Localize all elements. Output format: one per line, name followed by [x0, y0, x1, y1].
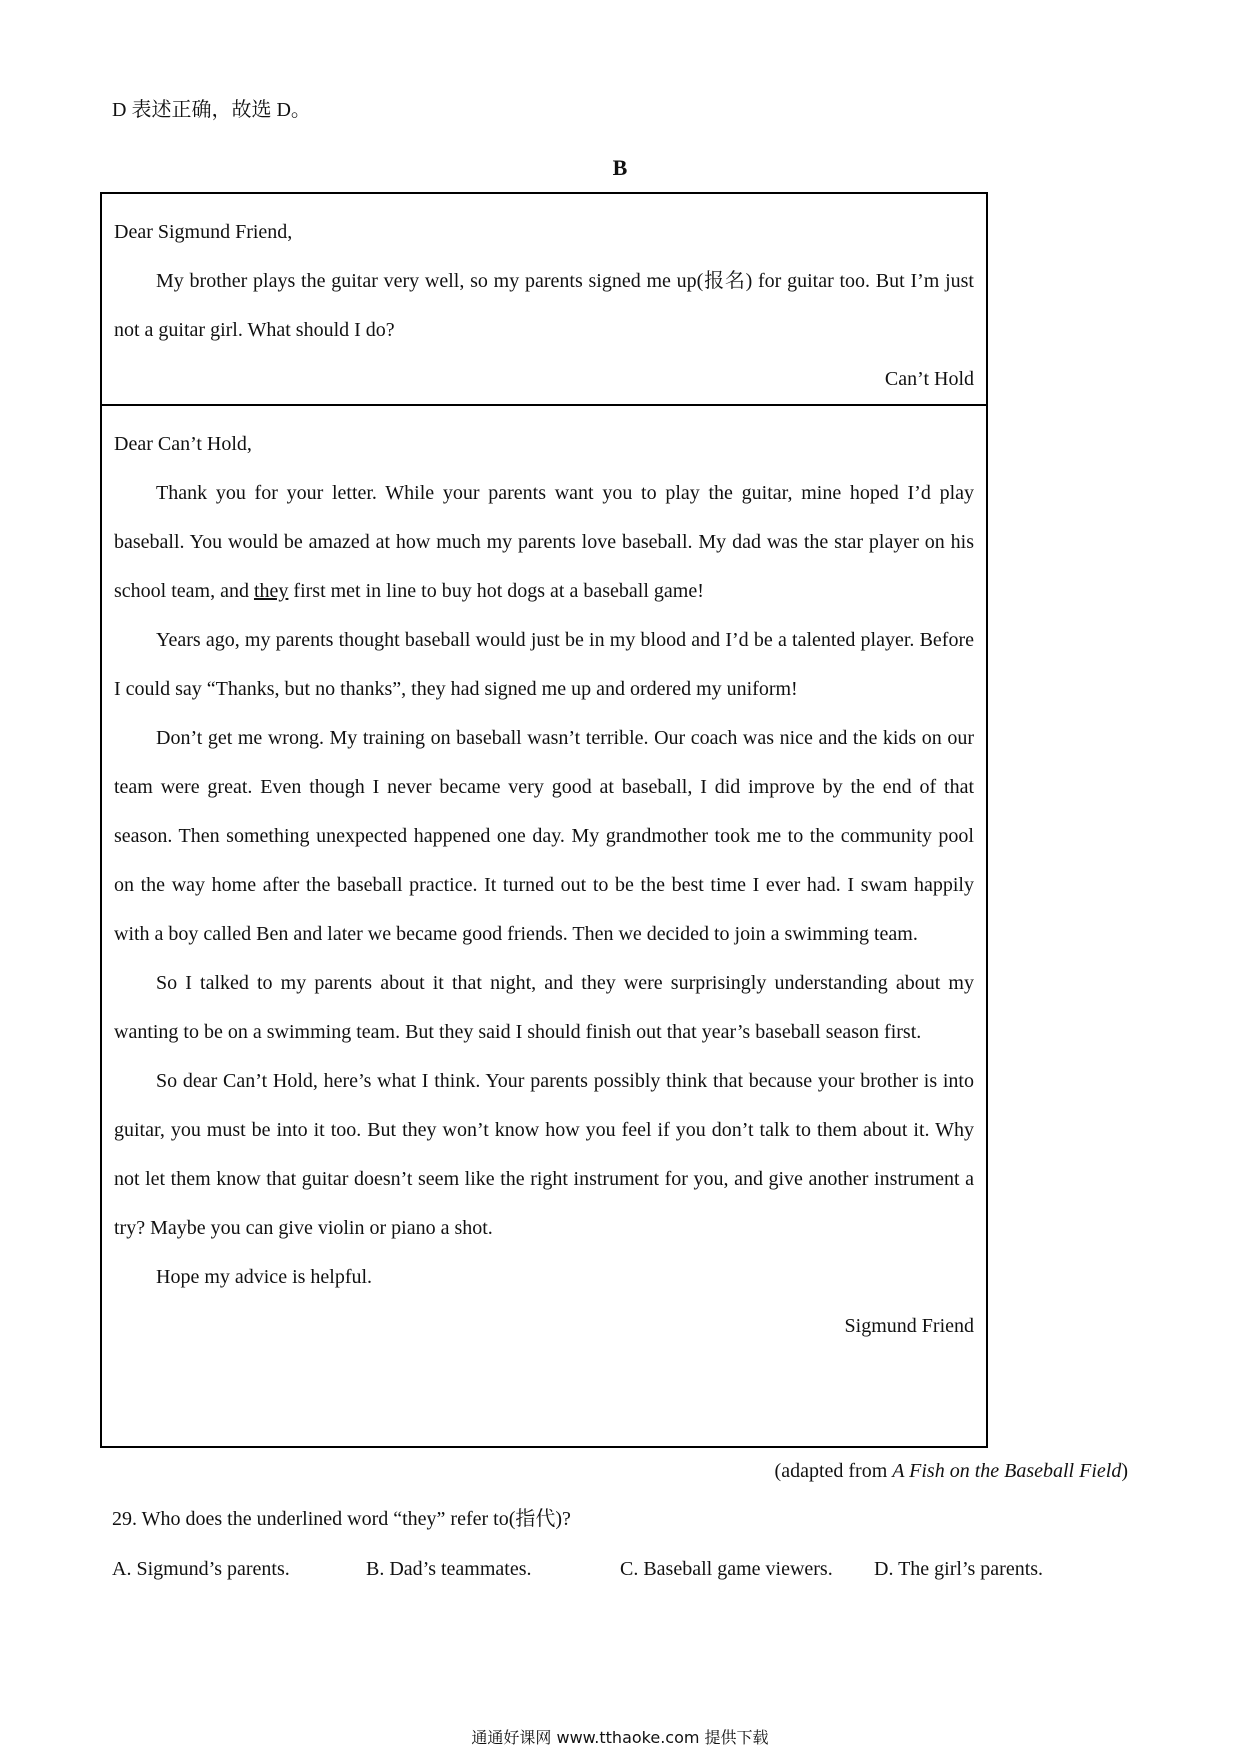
letter-box-reply — [100, 404, 988, 1448]
letter2-paragraph-3: Don’t get me wrong. My training on baseball wasn’t terrible. Our coach was nice and the kids on our team were great. Even though I never became very good at baseball, I did improve by the end of that season. Then something unexpected happened one day. My grandmother took me to the community pool on the way home after the baseball practice. It turned out to be the best time I ever had. I swam happily with a boy called Ben and later we became good friends. Then we decided to join a swimming team. — [114, 727, 974, 945]
intro-text: D 表述正确，故选 D。 — [112, 99, 311, 121]
letter2-paragraph-1 — [114, 469, 974, 616]
footer-watermark: 通通好课网 www.tthaoke.com 提供下载 — [471, 1728, 769, 1747]
p1-after: first met in line to buy hot dogs at a baseball game! — [288, 580, 704, 602]
letter2-signature: Sigmund Friend — [844, 1315, 974, 1337]
source-title: A Fish on the Baseball Field — [892, 1460, 1122, 1482]
option-d[interactable]: D. The girl’s parents. — [874, 1558, 1044, 1580]
underlined-word-they: they — [253, 580, 289, 602]
section-label: B — [612, 155, 628, 180]
option-a[interactable]: A. Sigmund’s parents. — [112, 1558, 290, 1580]
letter-box-question — [100, 192, 988, 406]
letter2-paragraph-4: So I talked to my parents about it that night, and they were surprisingly understanding about my wanting to be on a swimming team. But they said I should finish out that year’s baseball season first. — [114, 972, 974, 1043]
letter2-paragraph-5: So dear Can’t Hold, here’s what I think. Your parents possibly think that because your brother is into guitar, you must be into it too. But they won’t know how you feel if you don’t talk to them about it. Why not let them know that guitar doesn’t seem like the right instrument for you, and give another instrument a try? Maybe you can give violin or piano a shot. — [114, 1070, 974, 1239]
option-c[interactable]: C. Baseball game viewers. — [620, 1558, 833, 1580]
letter1-greeting: Dear Sigmund Friend, — [114, 221, 293, 243]
option-b[interactable]: B. Dad’s teammates. — [366, 1558, 532, 1580]
source-suffix: ) — [1121, 1460, 1128, 1482]
letter1-body: My brother plays the guitar very well, so my parents signed me up(报名) for guitar too. But I’m just not a guitar girl. What should I do? — [114, 270, 974, 341]
p1-before: Thank you for your letter. While your parents want you to play the guitar, mine hoped I’d play baseball. You would be amazed at how much my parents love baseball. My dad was the star player on his school team, and — [114, 482, 974, 602]
letter2-paragraph-2: Years ago, my parents thought baseball would just be in my blood and I’d be a talented player. Before I could say “Thanks, but no thanks”, they had signed me up and ordered my uniform! — [114, 629, 974, 700]
source-citation — [775, 1457, 1128, 1485]
letter2-paragraph-6: Hope my advice is helpful. — [156, 1266, 373, 1288]
source-prefix: (adapted from — [774, 1460, 893, 1482]
question-29: 29. Who does the underlined word “they” refer to(指代)? — [112, 1508, 571, 1530]
letter2-greeting: Dear Can’t Hold, — [114, 433, 252, 455]
letter1-signature: Can’t Hold — [884, 368, 974, 390]
